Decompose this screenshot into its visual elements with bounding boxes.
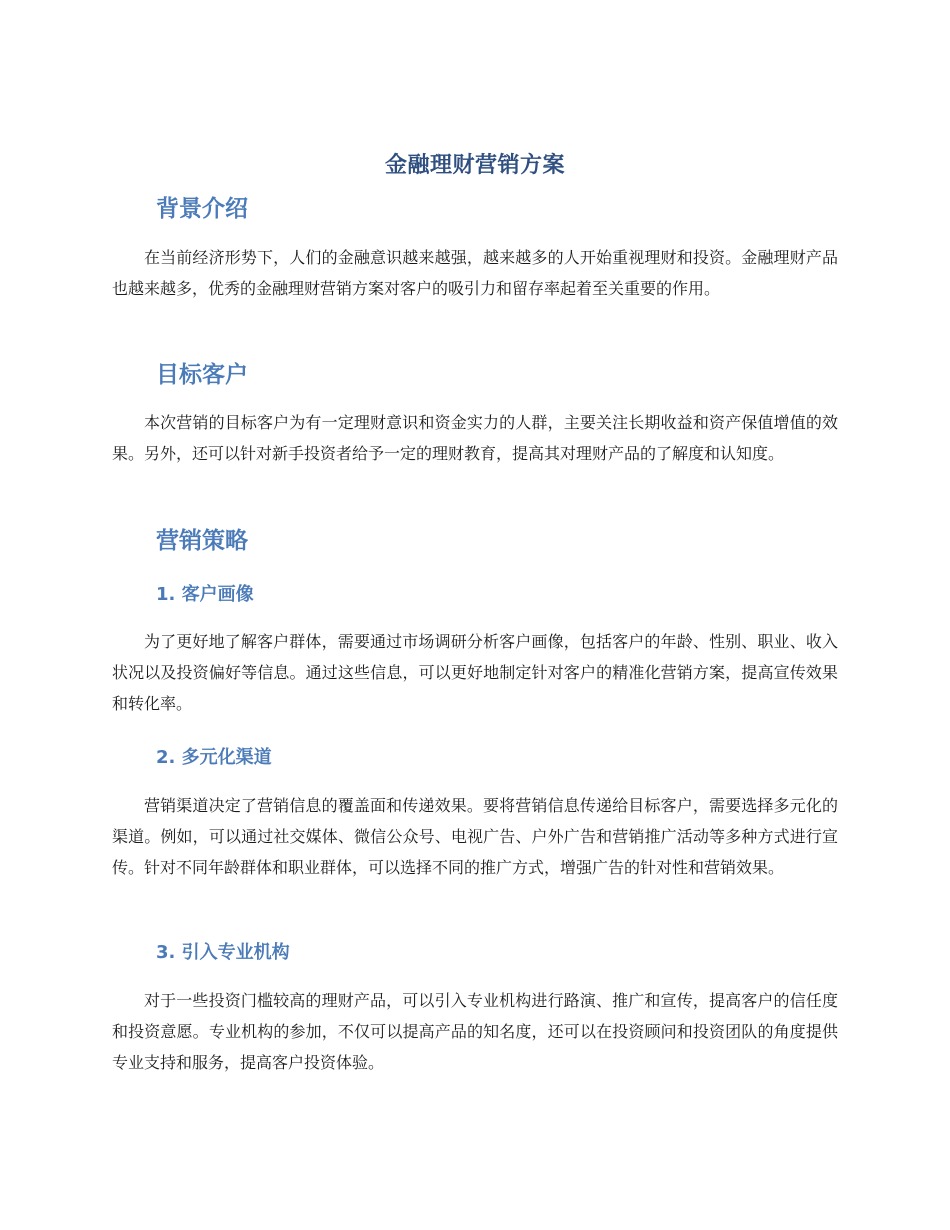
subsection-heading-diversified-channels: 2. 多元化渠道 — [156, 747, 272, 768]
section-paragraph-target-customers: 本次营销的目标客户为有一定理财意识和资金实力的人群，主要关注长期收益和资产保值增值的效果。另外，还可以针对新手投资者给予一定的理财教育，提高其对理财产品的了解度和认知度。 — [112, 413, 838, 463]
subsection-paragraph-professional-institutions: 对于一些投资门槛较高的理财产品，可以引入专业机构进行路演、推广和宣传，提高客户的信任度和投资意愿。专业机构的参加，不仅可以提高产品的知名度，还可以在投资顾问和投资团队的角度提供专业支持和服务，提高客户投资体验。 — [112, 991, 838, 1072]
section-heading-marketing-strategy: 营销策略 — [156, 528, 248, 554]
subsection-heading-customer-profile: 1. 客户画像 — [156, 584, 254, 605]
section-heading-background: 背景介绍 — [156, 196, 248, 222]
document-title: 金融理财营销方案 — [384, 153, 565, 178]
subsection-heading-professional-institutions: 3. 引入专业机构 — [156, 942, 290, 963]
subsection-paragraph-diversified-channels: 营销渠道决定了营销信息的覆盖面和传递效果。要将营销信息传递给目标客户，需要选择多元化的渠道。例如，可以通过社交媒体、微信公众号、电视广告、户外广告和营销推广活动等多种方式进行宣传。针对不同年龄群体和职业群体，可以选择不同的推广方式，增强广告的针对性和营销效果。 — [112, 796, 838, 877]
section-heading-target-customers: 目标客户 — [156, 362, 248, 388]
section-paragraph-background: 在当前经济形势下，人们的金融意识越来越强，越来越多的人开始重视理财和投资。金融理财产品也越来越多，优秀的金融理财营销方案对客户的吸引力和留存率起着至关重要的作用。 — [112, 248, 838, 298]
subsection-paragraph-customer-profile: 为了更好地了解客户群体，需要通过市场调研分析客户画像，包括客户的年龄、性别、职业、收入状况以及投资偏好等信息。通过这些信息，可以更好地制定针对客户的精准化营销方案，提高宣传效果和转化率。 — [112, 632, 838, 713]
